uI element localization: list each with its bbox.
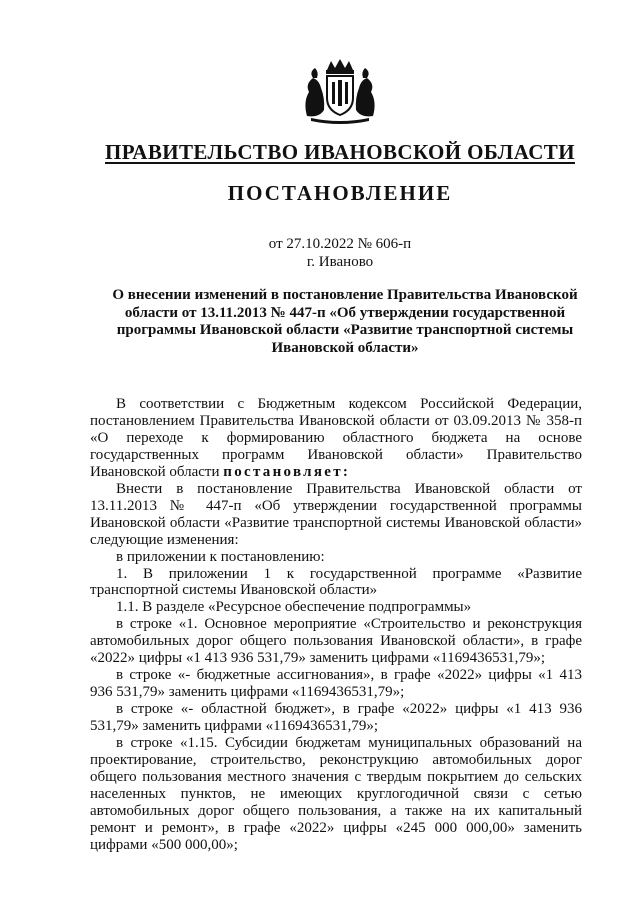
body-paragraph: 1.1. В разделе «Ресурсное обеспечение подпрограммы» (116, 599, 472, 616)
coat-of-arms-icon (297, 58, 383, 124)
document-city: г. Иваново (306, 254, 374, 270)
body-paragraph: в строке «- бюджетные ассигнования», в графе «2022» цифры «1 413 936 531,79» заменить цифрами «1169436531,79»; (90, 667, 582, 701)
document-date-number: от 27.10.2022 № 606-п (268, 236, 412, 252)
body-paragraph: в строке «1.15. Субсидии бюджетам муниципальных образований на проектирование, строительство, реконструкцию автомобильных дорог общего пользования местного значения с твердым покрытием до сельских населенных пунктов, не имеющих круглогодичной связи с сетью автомобильных дорог общего пользования, а также на их капитальный ремонт и ремонт», в графе «2022» цифры «245 000 000,00» заменить цифрами «500 000,00»; (90, 735, 582, 853)
body-paragraph: Внести в постановление Правительства Ивановской области от 13.11.2013 № 447-п «Об утверждении государственной программы Ивановской области «Развитие транспортной системы Ивановской области» следующие изменения: (90, 480, 582, 548)
intro-text: В соответствии с Бюджетным кодексом Российской Федерации, постановлением Правительства Ивановской области от 03.09.2013 № 358-п «О переходе к формированию областного бюджета на основе государственных программ Ивановской области» Правительство Ивановской области (90, 396, 582, 480)
intro-paragraph (90, 396, 582, 481)
government-title: ПРАВИТЕЛЬСТВО ИВАНОВСКОЙ ОБЛАСТИ (105, 140, 575, 164)
document-subject: О внесении изменений в постановление Правительства Ивановской области от 13.11.2013 № 447-п «Об утверждении государственной программы Ивановской области «Развитие транспортной системы Ивановской области» (112, 287, 578, 356)
document-body (90, 396, 582, 854)
document-type: ПОСТАНОВЛЕНИЕ (227, 181, 453, 205)
body-paragraph: 1. В приложении 1 к государственной программе «Развитие транспортной системы Ивановской области» (90, 565, 582, 599)
decree-word: постановляет: (223, 463, 351, 480)
body-paragraph: в строке «- областной бюджет», в графе «2022» цифры «1 413 936 531,79» заменить цифрами «1169436531,79»; (90, 701, 582, 735)
body-paragraph: в приложении к постановлению: (116, 548, 325, 565)
body-paragraph: в строке «1. Основное мероприятие «Строительство и реконструкция автомобильных дорог общего пользования Ивановской области», в графе «2022» цифры «1 413 936 531,79» заменить цифрами «1169436531,79»; (90, 616, 582, 667)
